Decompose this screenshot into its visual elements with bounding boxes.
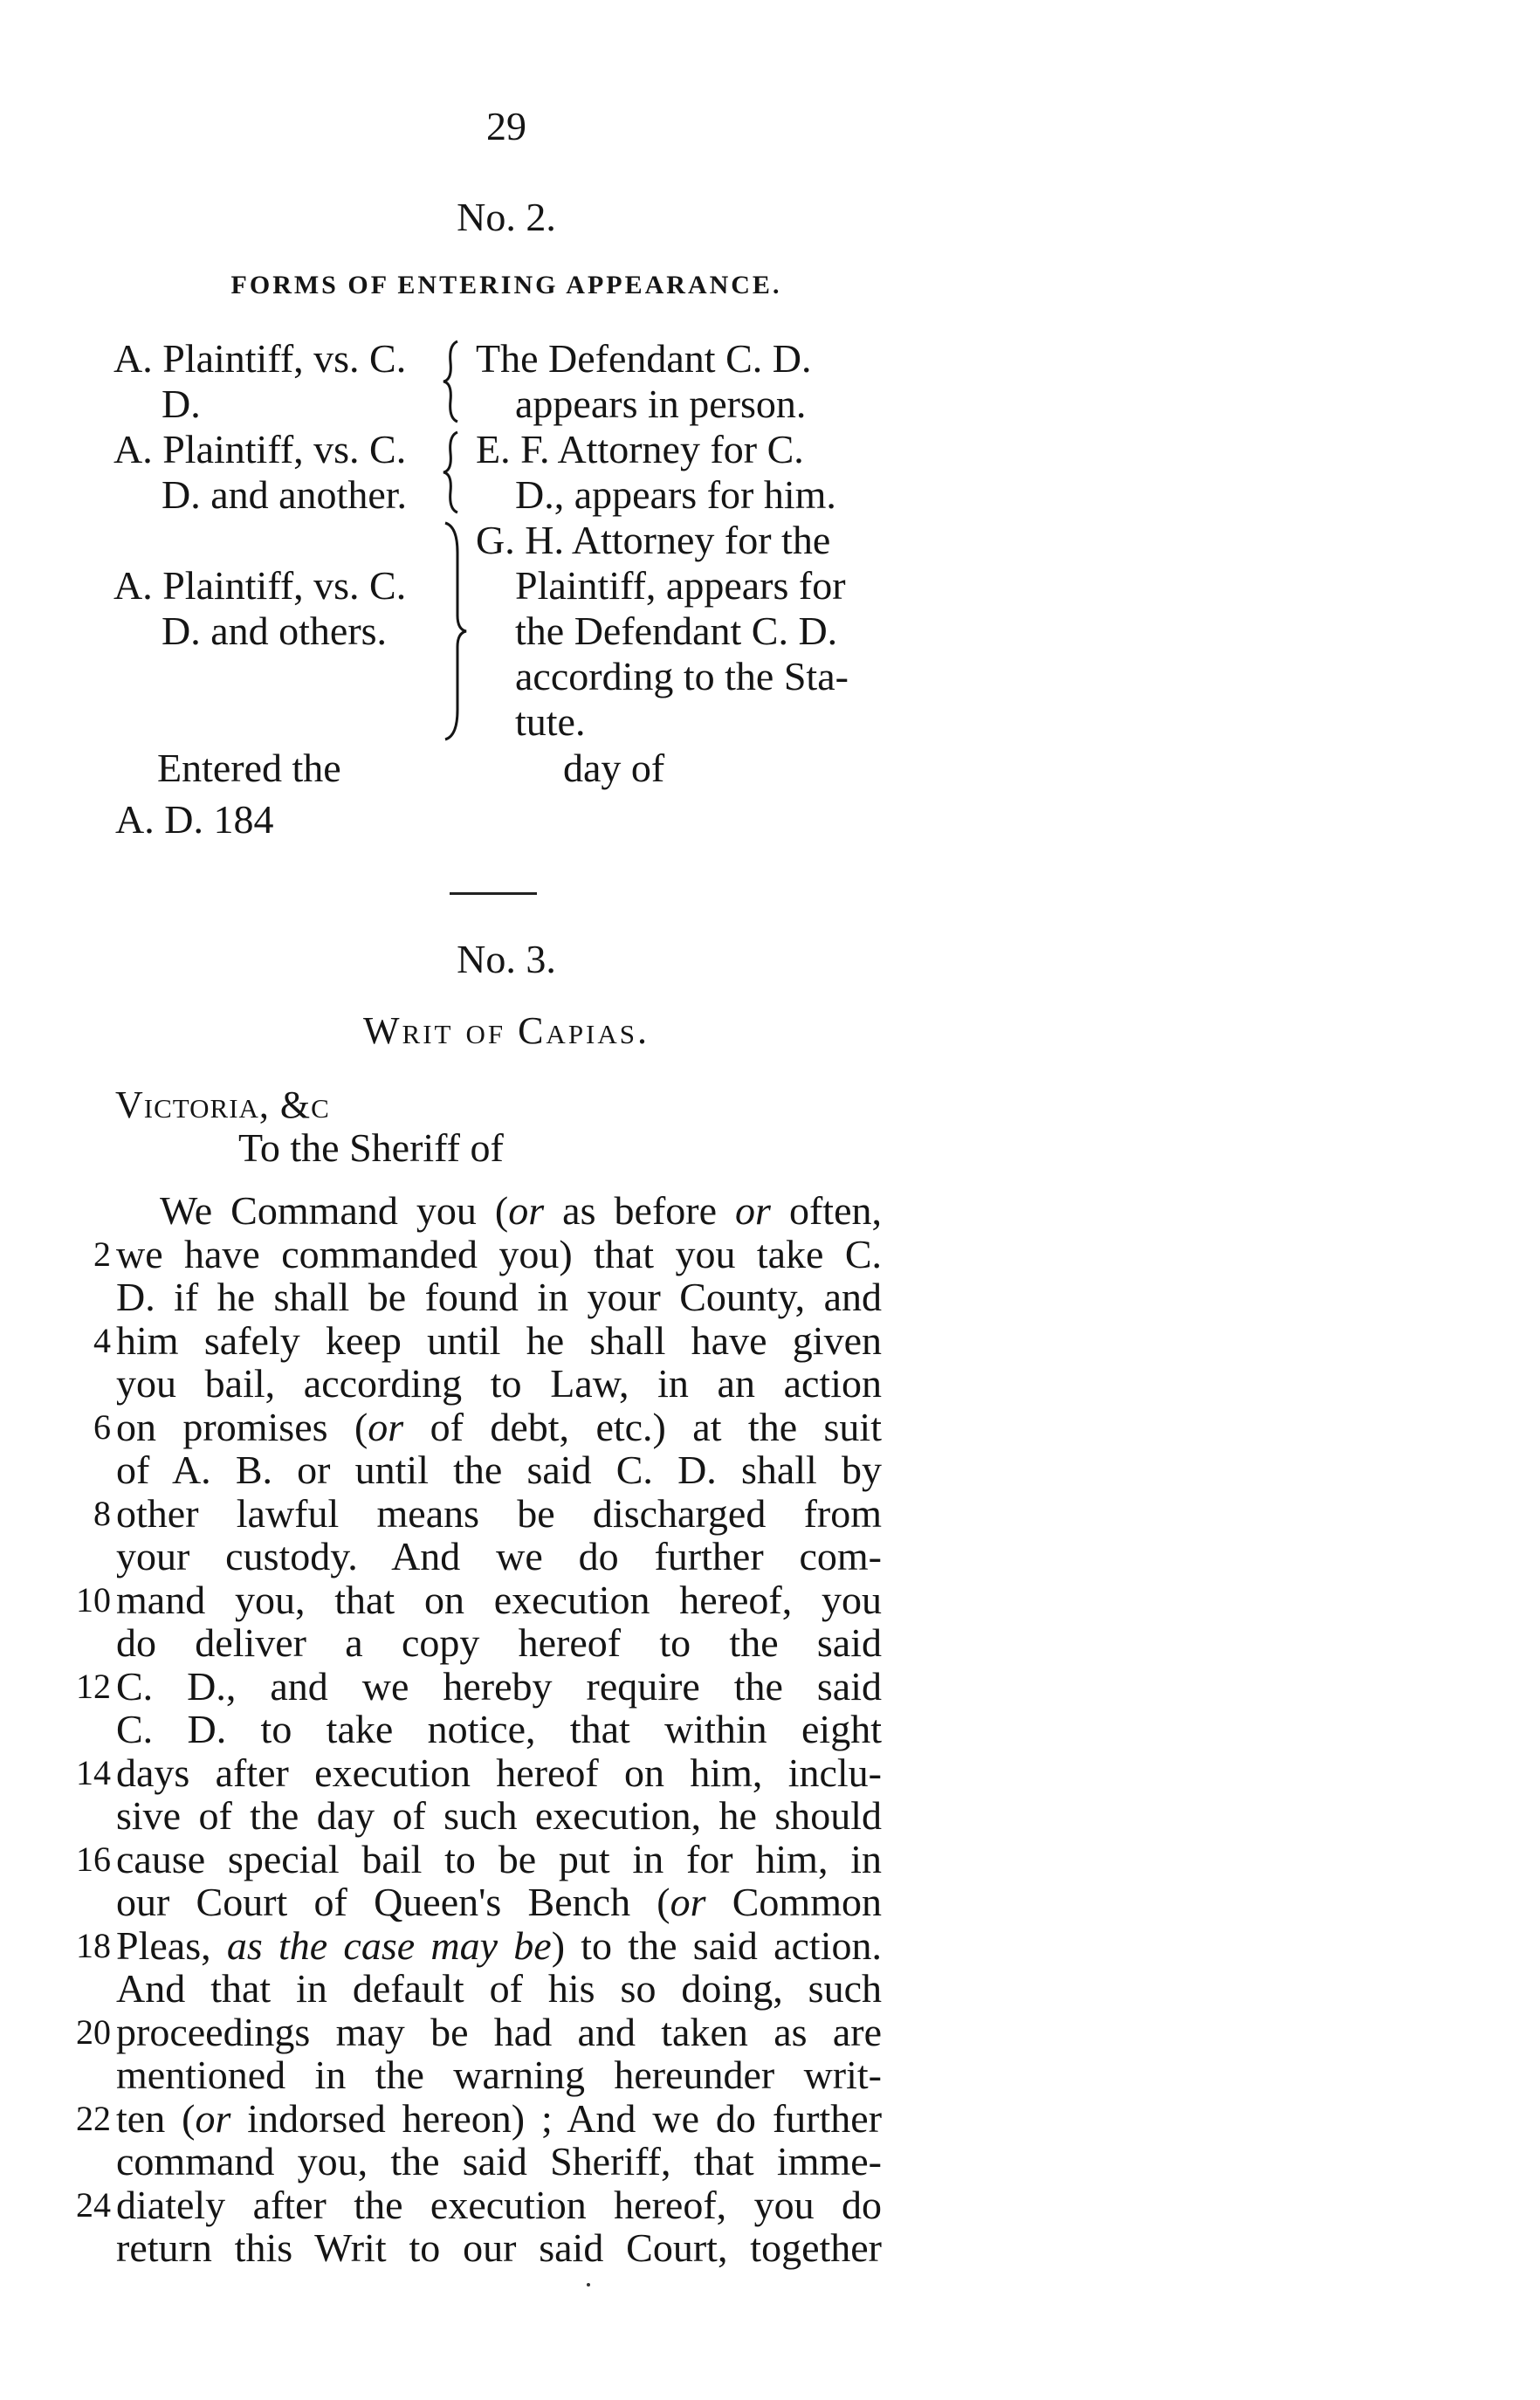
- line-number: 16: [76, 1839, 111, 1879]
- case-3-appearance-line-3: the Defendant C. D.: [515, 609, 838, 653]
- year-line: A. D. 184: [115, 797, 274, 842]
- case-3-appearance-line-1: G. H. Attorney for the: [476, 518, 831, 562]
- writ-line-text: you bail, according to Law, in an action: [116, 1361, 882, 1406]
- writ-line: [0, 2097, 890, 2141]
- writ-line: [0, 1838, 890, 1881]
- writ-line-text: on promises (or of debt, etc.) at the suit: [116, 1404, 882, 1449]
- writ-line-text: C. D., and we hereby require the said: [116, 1663, 882, 1709]
- writ-line: [0, 1406, 890, 1449]
- writ-line-text: do deliver a copy hereof to the said: [116, 1620, 882, 1665]
- case-2-party-line-1: A. Plaintiff, vs. C.: [113, 427, 407, 471]
- writ-line: [0, 1881, 890, 1924]
- writ-line: [0, 2011, 890, 2054]
- writ-line-text: D. if he shall be found in your County, and: [116, 1275, 882, 1319]
- writ-line-text: ten (or indorsed hereon) ; And we do further: [116, 2095, 883, 2141]
- writ-line: [0, 1794, 890, 1838]
- case-2-appearance-line-2: D., appears for him.: [515, 472, 836, 517]
- writ-line: [0, 1189, 890, 1233]
- case-3-party-line-2: D. and others.: [162, 609, 388, 653]
- writ-line-text: command you, the said Sheriff, that imme-: [116, 2139, 882, 2183]
- salutation: Victoria, &c: [115, 1083, 330, 1126]
- writ-line: [0, 1535, 890, 1578]
- case-3-appearance-line-2: Plaintiff, appears for: [515, 563, 846, 608]
- page-number: 29: [486, 104, 526, 148]
- writ-line-text: mentioned in the warning hereunder writ-: [116, 2053, 882, 2097]
- writ-line-text: We Command you (or as before or often,: [160, 1188, 882, 1233]
- writ-line-text: our Court of Queen's Bench (or Common: [116, 1880, 882, 1924]
- writ-line-text: of A. B. or until the said C. D. shall by: [116, 1448, 882, 1492]
- line-number: 10: [76, 1579, 111, 1619]
- writ-line-text: other lawful means be discharged from: [116, 1490, 882, 1536]
- writ-line: [0, 1276, 890, 1319]
- case-3-appearance: [476, 518, 849, 745]
- case-2-parties: [113, 427, 407, 518]
- entered-label: Entered the: [157, 746, 341, 790]
- writ-title: Writ of Capias.: [362, 1009, 650, 1052]
- print-speck: [587, 2283, 590, 2287]
- case-1-appearance: [476, 336, 812, 427]
- line-number: 12: [76, 1666, 111, 1706]
- case-3-brace: [438, 518, 470, 749]
- writ-line-text: sive of the day of such execution, he should: [116, 1793, 882, 1838]
- writ-body: [0, 1189, 890, 2270]
- line-number: 18: [76, 1925, 111, 1965]
- forms-heading: FORMS OF ENTERING APPEARANCE.: [230, 271, 782, 299]
- line-number: 2: [93, 1234, 111, 1274]
- writ-line-text: we have commanded you) that you take C.: [116, 1231, 882, 1276]
- line-number: 20: [76, 2011, 111, 2052]
- writ-line-text: your custody. And we do further com-: [116, 1534, 882, 1578]
- writ-line: [0, 2226, 890, 2270]
- case-2-appearance-line-1: E. F. Attorney for C.: [476, 427, 804, 471]
- writ-line: [0, 1578, 890, 1622]
- writ-line: [0, 1492, 890, 1536]
- form-number-2: No. 2.: [457, 195, 556, 239]
- writ-line-text: diately after the execution hereof, you do: [116, 2182, 882, 2227]
- case-1-party-line-1: A. Plaintiff, vs. C.: [113, 336, 407, 381]
- writ-line: [0, 1448, 890, 1492]
- line-number: 8: [93, 1493, 111, 1533]
- case-1-parties: [113, 336, 406, 427]
- case-1-appearance-line-1: The Defendant C. D.: [476, 336, 812, 381]
- line-number: 24: [76, 2184, 111, 2225]
- writ-line: [0, 2053, 890, 2097]
- writ-line: [0, 1665, 890, 1709]
- case-1-party-line-2: D.: [162, 382, 201, 426]
- case-2-appearance: [476, 427, 836, 518]
- appearance-forms: [113, 336, 899, 744]
- form-number-3: No. 3.: [457, 937, 556, 981]
- case-3-appearance-line-5: tute.: [515, 699, 586, 744]
- writ-line-text: him safely keep until he shall have given: [116, 1317, 882, 1363]
- writ-line-text: cause special bail to be put in for him, in: [116, 1836, 882, 1881]
- case-3-appearance-line-4: according to the Sta-: [515, 654, 849, 698]
- writ-line: [0, 1621, 890, 1665]
- writ-line: [0, 1233, 890, 1276]
- section-divider: [450, 892, 537, 895]
- writ-line: [0, 1924, 890, 1968]
- writ-line-text: proceedings may be had and taken as are: [116, 2009, 882, 2054]
- writ-line: [0, 2140, 890, 2183]
- writ-line: [0, 1319, 890, 1363]
- line-number: 14: [76, 1752, 111, 1792]
- case-2-party-line-2: D. and another.: [162, 472, 408, 517]
- line-number: 4: [93, 1320, 111, 1360]
- writ-line-text: days after execution hereof on him, inclu-: [116, 1750, 882, 1795]
- case-3-party-line-1: A. Plaintiff, vs. C.: [113, 563, 407, 608]
- writ-line-text: return this Writ to our said Court, together: [116, 2225, 882, 2270]
- case-1-appearance-line-2: appears in person.: [515, 382, 807, 426]
- addressee: To the Sheriff of: [238, 1125, 504, 1170]
- case-1-brace: [438, 336, 464, 437]
- writ-line-text: mand you, that on execution hereof, you: [116, 1577, 882, 1622]
- writ-line: [0, 1362, 890, 1406]
- line-number: 6: [93, 1406, 111, 1447]
- day-of-label: day of: [563, 746, 665, 790]
- line-number: 22: [76, 2098, 111, 2138]
- writ-line-text: Pleas, as the case may be) to the said action.: [116, 1922, 882, 1968]
- writ-line: [0, 1967, 890, 2011]
- writ-line-text: C. D. to take notice, that within eight: [116, 1707, 882, 1751]
- writ-line-text: And that in default of his so doing, such: [116, 1966, 882, 2011]
- writ-line: [0, 1751, 890, 1795]
- writ-line: [0, 2183, 890, 2227]
- writ-line: [0, 1708, 890, 1751]
- case-3-parties: [113, 563, 406, 654]
- case-2-brace: [438, 427, 464, 527]
